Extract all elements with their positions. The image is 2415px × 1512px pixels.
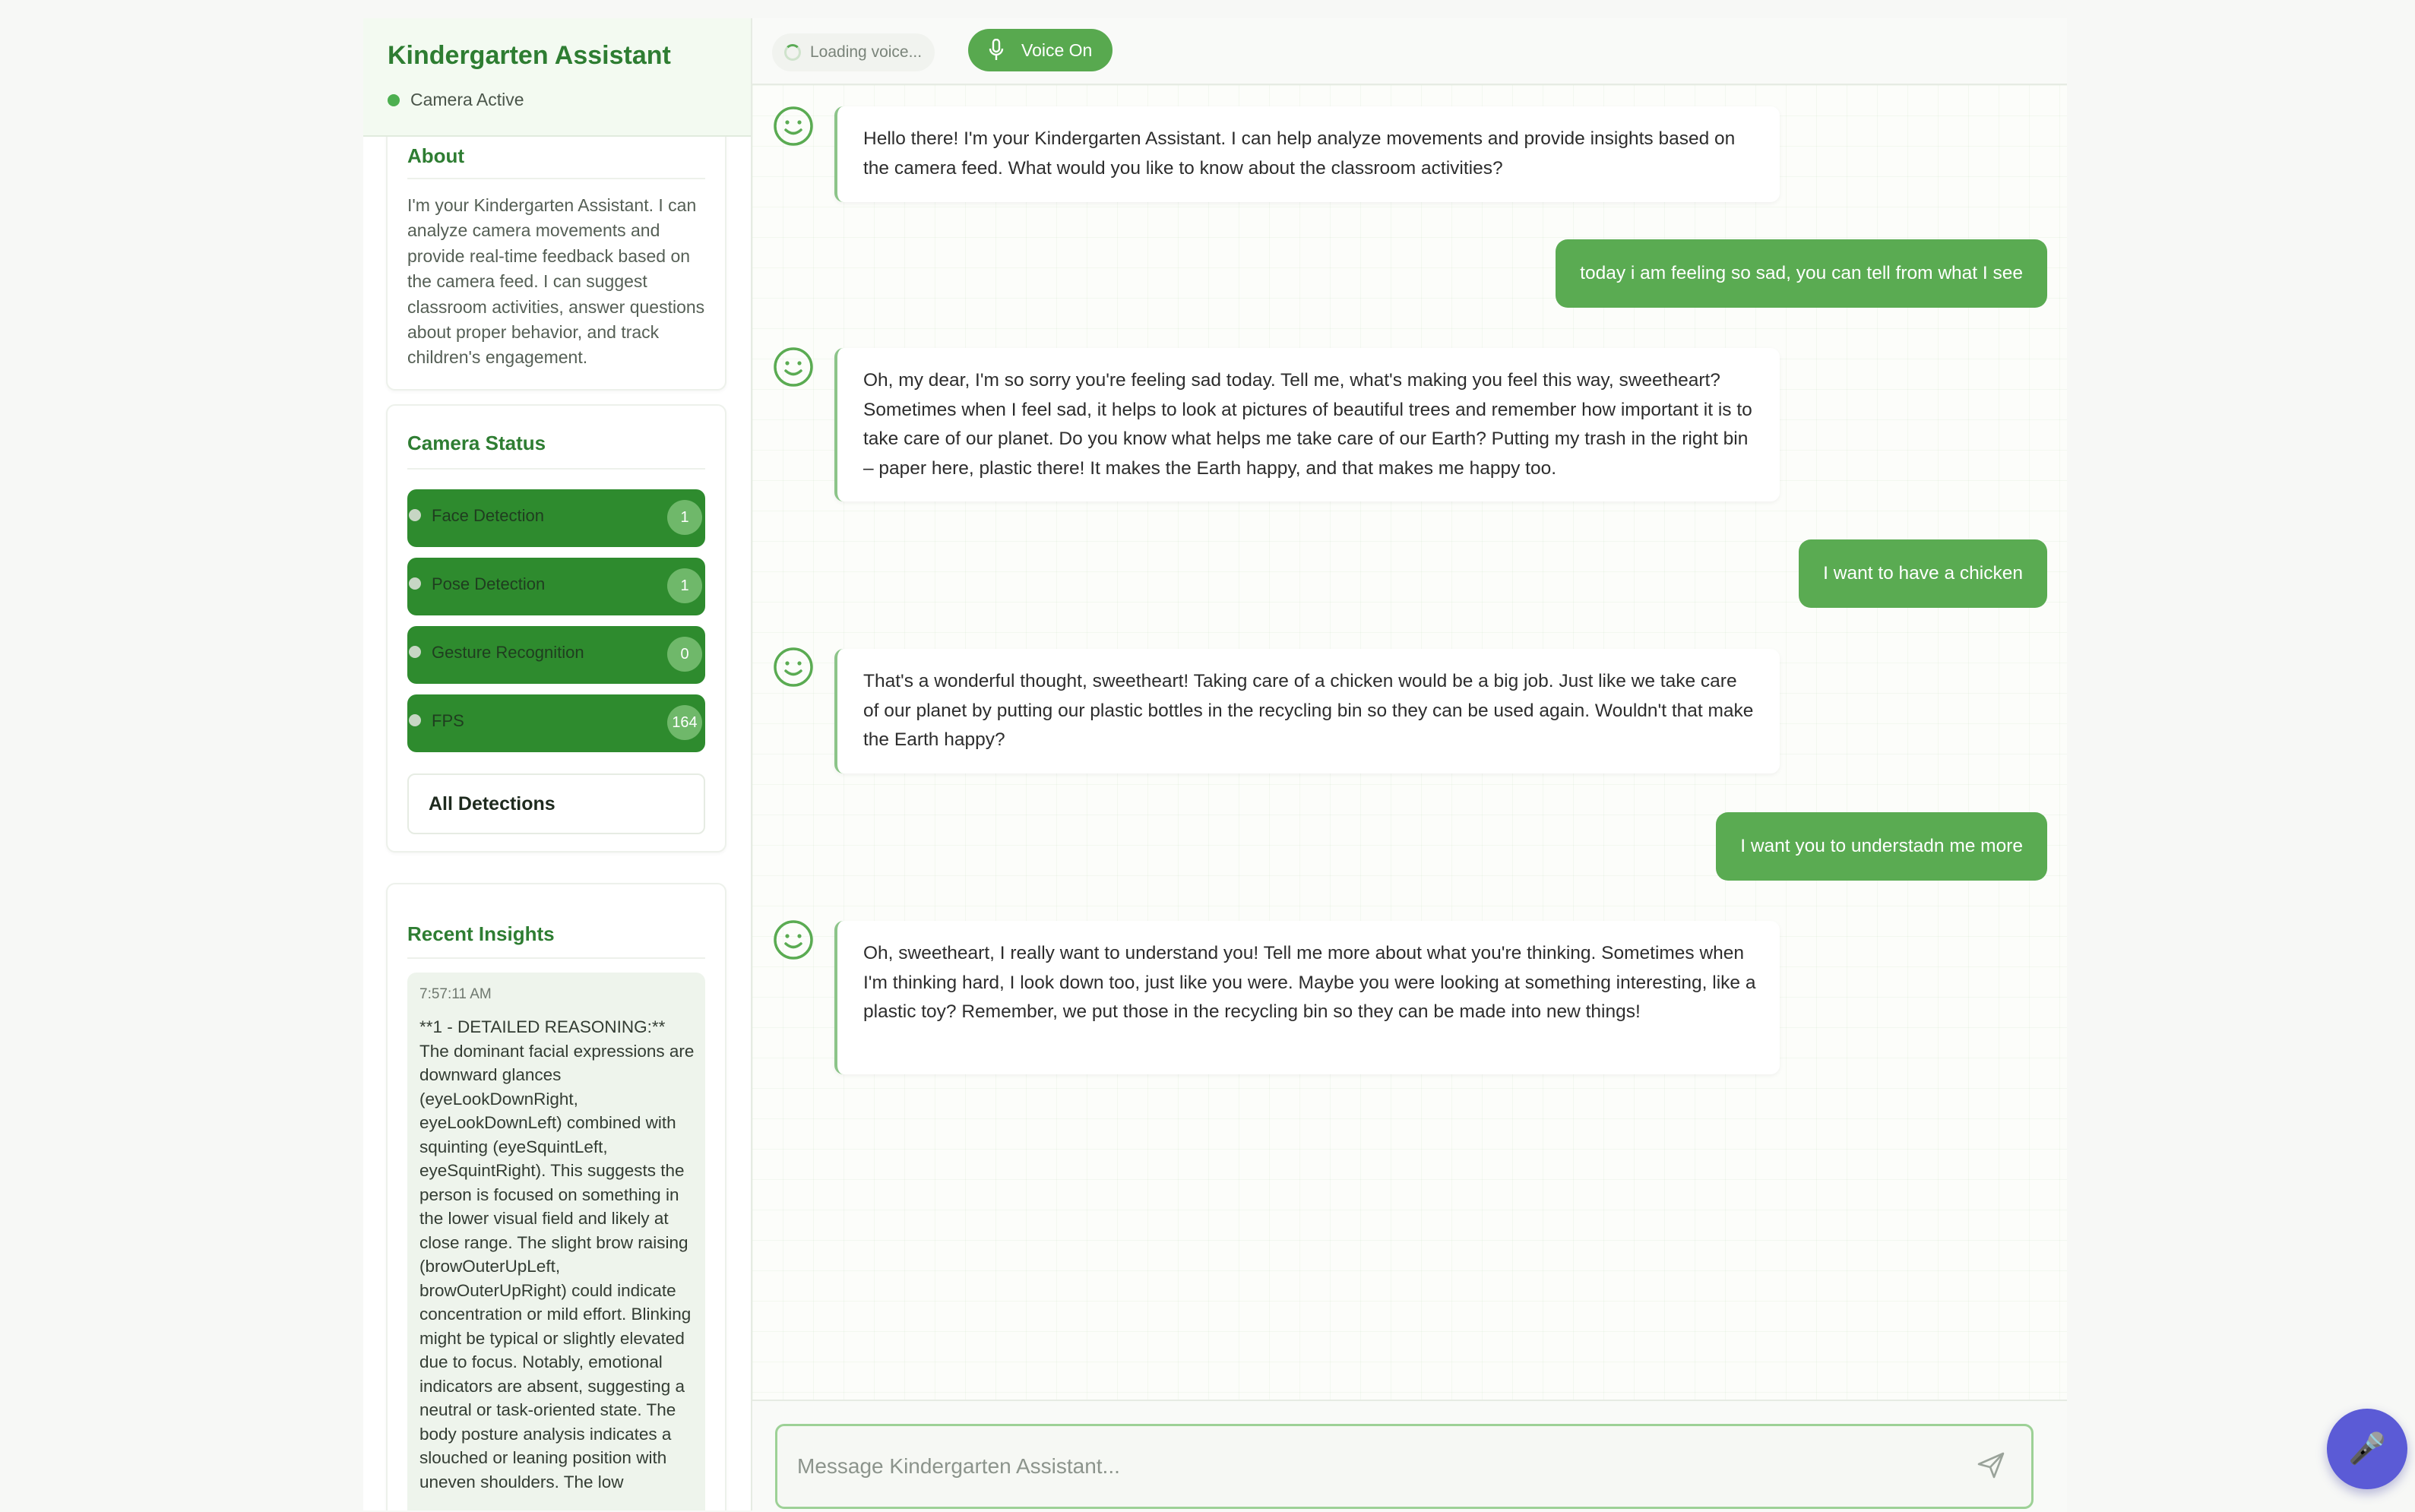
stat-count-badge: 1 (667, 500, 702, 535)
camera-active-indicator (388, 90, 524, 110)
sidebar-header (363, 18, 751, 137)
stat-count-badge: 1 (667, 568, 702, 603)
about-card (386, 109, 726, 391)
stat-label: Gesture Recognition (432, 643, 584, 662)
chat-toolbar (752, 18, 2067, 85)
user-message: today i am feeling so sad, you can tell from what I see (1556, 239, 2047, 308)
smiley-face-icon (772, 646, 815, 688)
assistant-message: Oh, sweetheart, I really want to understand you! Tell me more about what you're thinking. Sometimes when I'm thinking hard, I look down too, just like you were. Maybe you were looking at something interesting, like a plastic toy? Remember, we put those in the recycling bin so they can be made into new things! (834, 921, 1780, 1074)
stat-count-badge: 0 (667, 637, 702, 672)
divider (407, 957, 705, 959)
user-message: I want to have a chicken (1799, 539, 2047, 608)
voice-toggle-button[interactable] (968, 29, 1113, 71)
user-message: I want you to understadn me more (1716, 812, 2047, 881)
stat-gesture-recognition (407, 626, 705, 684)
smiley-face-icon (772, 105, 815, 147)
all-detections-toggle[interactable] (407, 773, 705, 834)
status-dot-icon (409, 646, 421, 658)
assistant-message: That's a wonderful thought, sweetheart! Taking care of a chicken would be a big job. Just like we take care of our planet by putting our plastic bottles in the recycling bin so they can be used again. Wouldn't that make the Earth happy? (834, 649, 1780, 773)
about-heading: About (407, 144, 465, 167)
status-dot-icon (409, 577, 421, 590)
sidebar (363, 18, 752, 1510)
stat-label: Pose Detection (432, 574, 546, 593)
camera-active-label: Camera Active (410, 90, 524, 109)
about-text: I'm your Kindergarten Assistant. I can analyze camera movements and provide real-time feedback based on the camera feed. I can suggest classroom activities, answer questions about proper behavior, and track children's engagement. (407, 195, 705, 368)
microphone-emoji-icon: 🎤 (2348, 1432, 2386, 1466)
voice-loading-indicator (772, 33, 935, 71)
status-dot-icon (409, 714, 421, 726)
message-composer (752, 1400, 2067, 1512)
chat-messages (752, 85, 2067, 1400)
stat-face-detection (407, 489, 705, 547)
voice-input-fab-button[interactable] (2327, 1409, 2407, 1489)
stat-count-badge: 164 (667, 705, 702, 740)
voice-loading-label: Loading voice... (810, 43, 923, 61)
smiley-face-icon (772, 346, 815, 388)
spinner-icon (784, 44, 801, 61)
smiley-face-icon (772, 919, 815, 961)
divider (407, 468, 705, 470)
status-dot-icon (409, 509, 421, 521)
recent-insights-heading: Recent Insights (407, 922, 555, 945)
all-detections-label: All Detections (429, 793, 555, 815)
camera-status-card (386, 404, 726, 852)
insight-text: **1 - DETAILED REASONING:** The dominant facial expressions are downward glances (eyeLookDownRight, eyeLookDownLeft) combined with squinting (eyeSquintLeft, eyeSquintRight). This suggests the person is focused on something in the lower visual field and likely at close range. The slight brow raising (browOuterUpLeft, browOuterUpRight) could indicate concentration or mild effort. Blinking might be typical or slightly elevated due to focus. Notably, emotional indicators are absent, suggesting a neutral or task-oriented state. The body posture analysis indicates a slouched or leaning position with uneven shoulders. The low (419, 1017, 695, 1491)
assistant-message: Oh, my dear, I'm so sorry you're feeling sad today. Tell me, what's making you feel this way, sweetheart? Sometimes when I feel sad, it helps to look at pictures of beautiful trees and remember how important it is to take care of our planet. Do you know what helps me take care of our Earth? Putting my trash in the right bin – paper here, plastic there! It makes the Earth happy, and that makes me happy too. (834, 348, 1780, 501)
message-input[interactable] (775, 1424, 2034, 1509)
send-icon[interactable] (1976, 1450, 2006, 1480)
stat-fps (407, 694, 705, 752)
recent-insights-card (386, 883, 726, 1510)
stat-label: FPS (432, 711, 464, 730)
insight-timestamp: 7:57:11 AM (419, 986, 492, 1002)
camera-status-heading: Camera Status (407, 432, 546, 454)
divider (407, 178, 705, 179)
status-dot-icon (388, 94, 400, 106)
app-title: Kindergarten Assistant (388, 41, 671, 70)
assistant-message: Hello there! I'm your Kindergarten Assistant. I can help analyze movements and provide insights based on the camera feed. What would you like to know about the classroom activities? (834, 106, 1780, 202)
microphone-icon (988, 39, 1005, 62)
insight-entry (407, 973, 705, 1510)
stat-pose-detection (407, 558, 705, 615)
stat-label: Face Detection (432, 506, 544, 525)
voice-toggle-label: Voice On (1021, 40, 1093, 60)
